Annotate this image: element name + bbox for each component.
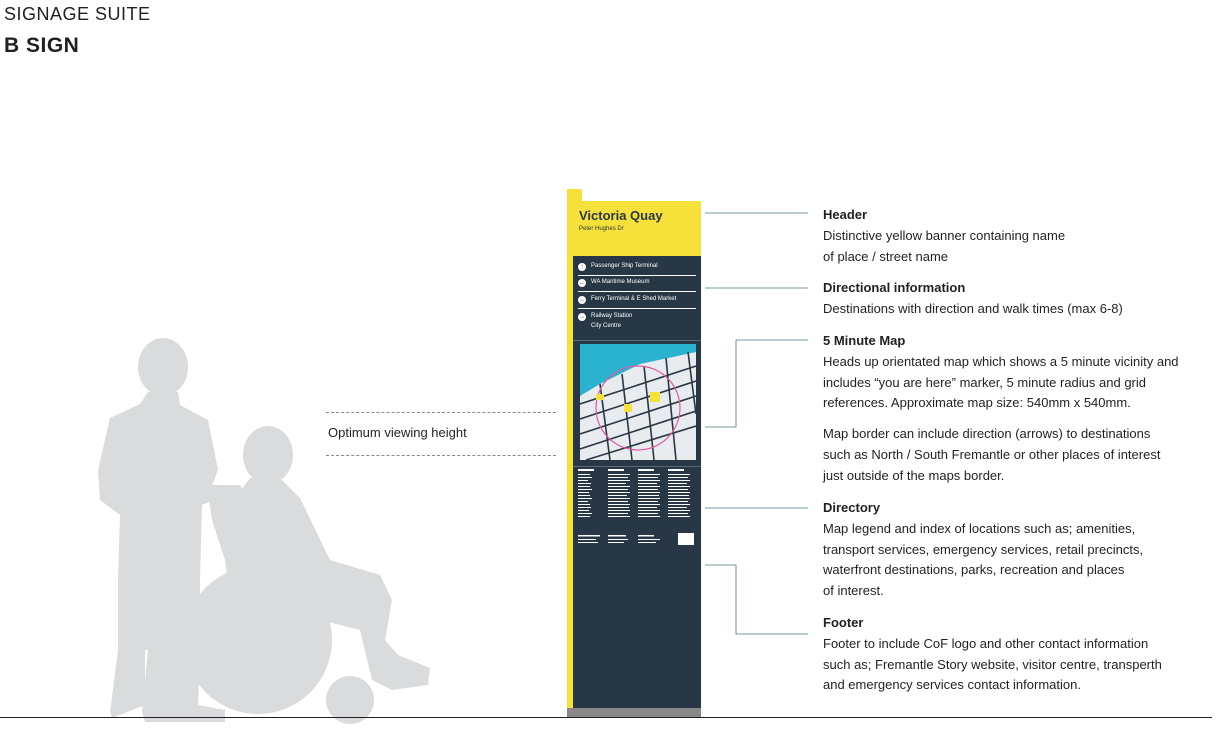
viewing-height-lower-line xyxy=(326,455,556,456)
direction-label: WA Maritime Museum xyxy=(591,279,650,285)
direction-label: Ferry Terminal & E Shed Market xyxy=(591,296,677,302)
callout-text-line: such as; Fremantle Story website, visitor centre, transperth xyxy=(823,656,1162,672)
callout-text-line: waterfront destinations, parks, recreation and places xyxy=(823,562,1125,578)
sign-header-banner xyxy=(573,201,701,256)
direction-label-secondary: City Centre xyxy=(591,323,622,329)
sign-place-name: Victoria Quay xyxy=(579,208,663,223)
sign-map-illustration xyxy=(580,344,696,460)
sign-divider xyxy=(573,340,701,341)
callout-text-line: Destinations with direction and walk times (max 6-8) xyxy=(823,300,1123,316)
page-title: B SIGN xyxy=(4,34,80,57)
callout-text-line: Map border can include direction (arrows) to destinations xyxy=(823,426,1151,442)
arrow-up-icon: ↑ xyxy=(578,263,586,271)
callout-title: Header xyxy=(823,207,868,222)
callout-title: Footer xyxy=(823,615,864,630)
sign-direction-row xyxy=(578,293,696,309)
callout-text-line: of interest. xyxy=(823,583,884,599)
callout-map xyxy=(823,331,1213,487)
callout-text-line: just outside of the maps border. xyxy=(823,467,1005,483)
sign-direction-row xyxy=(578,276,696,292)
sign-street-name: Peter Hughes Dr xyxy=(579,226,624,232)
callout-text-line: of place / street name xyxy=(823,248,949,264)
callout-footer xyxy=(823,613,1213,696)
sign-body-panel xyxy=(573,256,701,708)
sign-divider xyxy=(573,466,701,467)
suite-label: SIGNAGE SUITE xyxy=(4,4,151,24)
arrow-right-icon: → xyxy=(579,297,585,303)
direction-label: Railway Station xyxy=(591,313,633,319)
callout-title: Directional information xyxy=(823,280,966,295)
viewing-height-label: Optimum viewing height xyxy=(328,425,467,440)
sign-direction-row xyxy=(578,310,696,336)
callout-text-line: Footer to include CoF logo and other contact information xyxy=(823,635,1149,651)
viewing-height-upper-line xyxy=(326,412,556,413)
callout-directional xyxy=(823,278,1213,320)
arrow-left-icon: ← xyxy=(579,280,585,286)
sign-directory-illustration xyxy=(578,469,696,549)
callout-text-line: such as North / South Fremantle or other places of interest xyxy=(823,446,1161,462)
callout-text-line: Map legend and index of locations such as; amenities, xyxy=(823,520,1136,536)
arrow-right-icon: → xyxy=(579,314,585,320)
callout-text-line: Distinctive yellow banner containing name xyxy=(823,227,1066,243)
sign-direction-row xyxy=(578,260,696,276)
callout-text-line: transport services, emergency services, retail precincts, xyxy=(823,541,1144,557)
callout-text-line: references. Approximate map size: 540mm x 540mm. xyxy=(823,395,1131,411)
callout-title: 5 Minute Map xyxy=(823,333,906,348)
callout-title: Directory xyxy=(823,500,881,515)
callout-text-line: and emergency services contact information. xyxy=(823,677,1081,693)
callout-directory xyxy=(823,498,1213,602)
callout-text-line: includes “you are here” marker, 5 minute radius and grid xyxy=(823,374,1146,390)
callout-text-line: Heads up orientated map which shows a 5 minute vicinity and xyxy=(823,353,1179,369)
human-silhouettes-illustration xyxy=(0,330,560,730)
direction-label: Passenger Ship Terminal xyxy=(591,263,658,269)
callout-header xyxy=(823,205,1213,267)
ground-line xyxy=(0,717,1212,718)
